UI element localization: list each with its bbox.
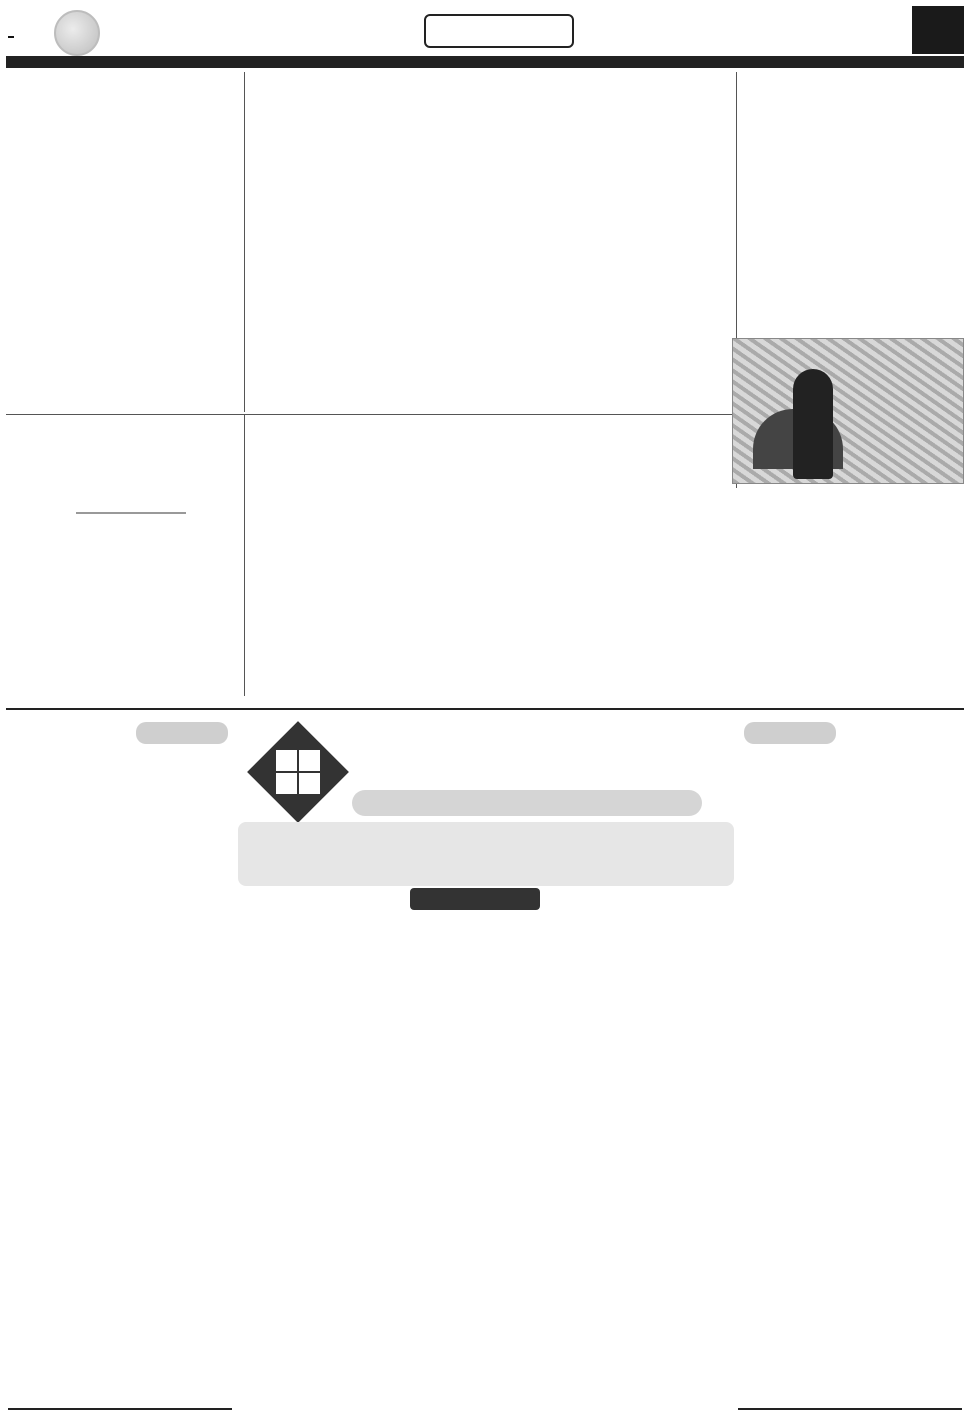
crossword-divider [6,708,964,710]
regular-clues-label [744,722,836,744]
article-body-center-top [252,124,728,414]
solution-caption-regular [738,1408,962,1424]
article-headline-left-mid [76,512,186,514]
crossword-number [410,888,540,910]
logo-letter [299,773,320,794]
down-clues-right [740,982,960,1168]
article-body-right-mid [738,516,962,696]
crossword-description [238,822,734,886]
page-number [912,6,964,54]
across-clues-right [740,760,960,966]
special-clues-label [136,722,228,744]
crossword-logo-letters [276,750,320,794]
section-divider [6,414,732,415]
masthead-banner [6,56,964,68]
down-clues-left [10,994,232,1146]
column-rule [244,72,245,412]
grid-column-numbers [240,912,695,934]
crossword-title [352,790,702,816]
article-body-center-mid [252,442,728,694]
section-title [424,14,574,48]
column-rule [244,414,245,696]
article-photo [732,338,964,484]
logo-letter [276,773,297,794]
article-body-right-top [738,126,962,336]
article-body-left-top [6,126,240,412]
crossword-main-grid[interactable] [240,934,695,1348]
logo-subtitle [8,36,14,38]
logo-letter [299,750,320,771]
solution-caption-special [8,1408,232,1424]
across-clues-left [10,760,232,970]
article-body-left-mid [6,418,240,508]
person-silhouette [793,369,833,479]
solution-grid-special [8,1188,232,1402]
newspaper-logo [6,6,110,56]
globe-icon [54,10,100,56]
logo-letter [276,750,297,771]
grid-row-numbers [700,934,722,1348]
solution-grid-regular [738,1188,962,1402]
